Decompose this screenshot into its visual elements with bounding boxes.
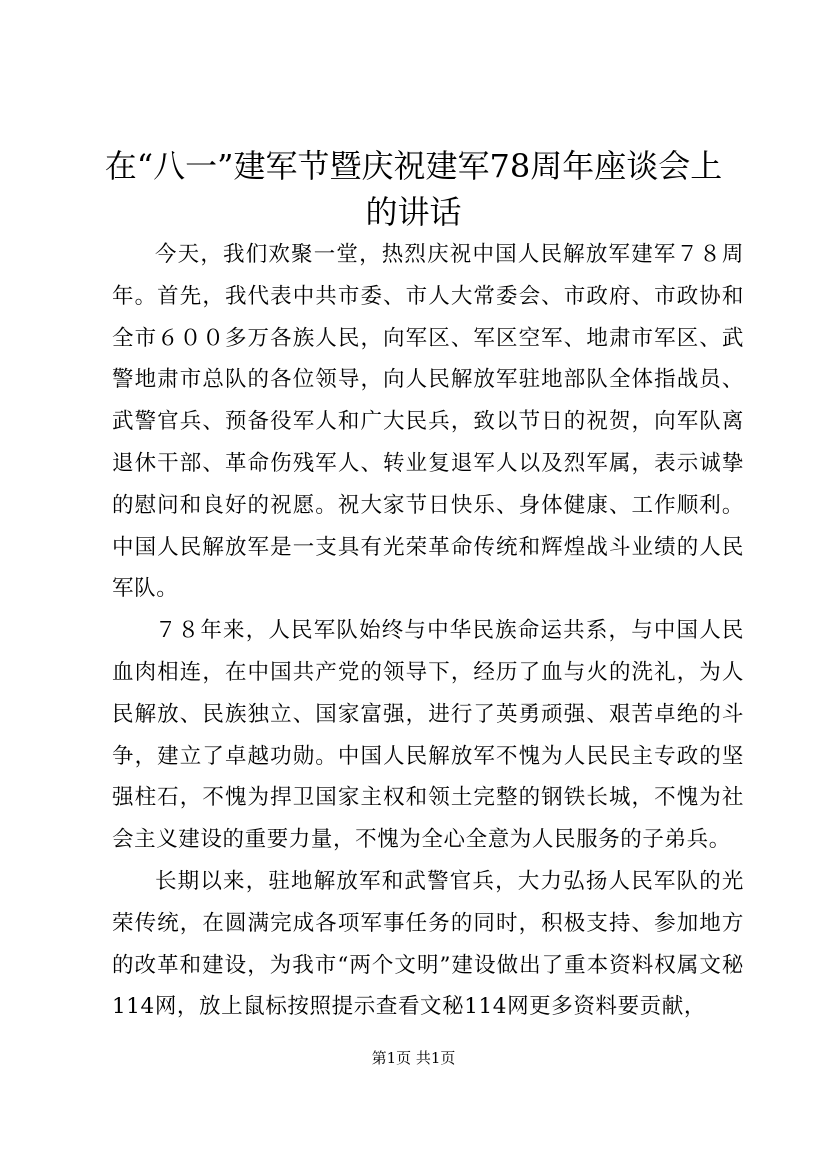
paragraph-2: ７８年来，人民军队始终与中华民族命运共系，与中国人民血肉相连，在中国共产党的领导下，经历了血与火的洗礼，为人民解放、民族独立、国家富强，进行了英勇顽强、艰苦卓绝的斗争，建立了卓越功勋。中国人民解放军不愧为人民民主专政的坚强柱石，不愧为捍卫国家主权和领土完整的钢铁长城，不愧为社会主义建设的重要力量，不愧为全心全意为人民服务的子弟兵。	[112, 618, 744, 853]
document-title: 在“八一”建军节暨庆祝建军78周年座谈会上的讲话	[104, 147, 723, 231]
paragraph-1: 今天，我们欢聚一堂，热烈庆祝中国人民解放军建军７８周年。首先，我代表中共市委、市人大常委会、市政府、市政协和全市６００多万各族人民，向军区、军区空军、地肃市军区、武警地肃市总队的各位领导，向人民解放军驻地部队全体指战员、武警官兵、预备役军人和广大民兵，致以节日的祝贺，向军队离退休干部、革命伤残军人、转业复退军人以及烈军属，表示诚挚的慰问和良好的祝愿。祝大家节日快乐、身体健康、工作顺利。中国人民解放军是一支具有光荣革命传统和辉煌战斗业绩的人民军队。	[112, 242, 744, 602]
page-footer: 第1页 共1页	[371, 1049, 456, 1067]
document-body	[112, 234, 744, 1028]
paragraph-3: 长期以来，驻地解放军和武警官兵，大力弘扬人民军队的光荣传统，在圆满完成各项军事任务的同时，积极支持、参加地方的改革和建设，为我市“两个文明”建设做出了重本资料权属文秘114网，放上鼠标按照提示查看文秘114网更多资料要贡献，	[112, 868, 744, 1020]
